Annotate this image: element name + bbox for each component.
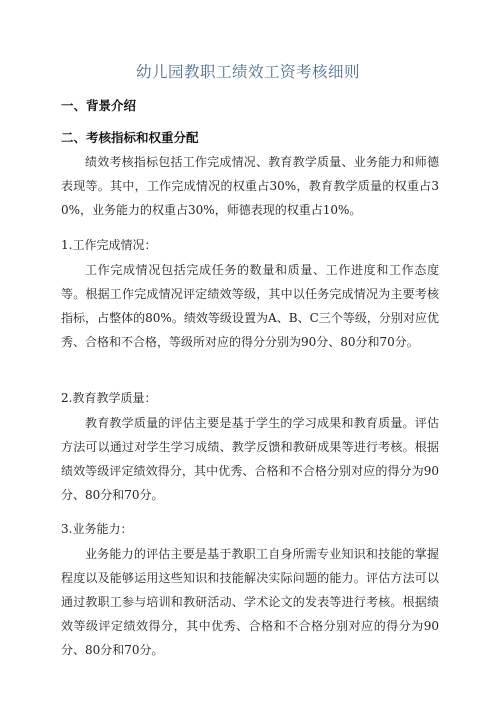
professional-ability-paragraph: 业务能力的评估主要是基于教职工自身所需专业知识和技能的掌握程度以及能够运用这些知识和技能解决实际问题的能力。评估方法可以通过教职工参与培训和教研活动、学术论文的发表等进行考核。根据绩效等级评定绩效得分，其中优秀、合格和不合格分别对应的得分为90分、80分和70分。 [61, 547, 439, 657]
section-heading-background: 一、背景介绍 [61, 98, 137, 113]
subsection-heading-teaching-quality: 2.教育教学质量： [61, 391, 157, 405]
indicators-intro-paragraph: 绩效考核指标包括工作完成情况、教育教学质量、业务能力和师德表现等。其中，工作完成情况的权重占30%，教育教学质量的权重占30%，业务能力的权重占30%，师德表现的权重占10%。 [61, 155, 439, 217]
teaching-quality-paragraph: 教育教学质量的评估主要是基于学生的学习成果和教育质量。评估方法可以通过对学生学习成绩、教学反馈和教研成果等进行考核。根据绩效等级评定绩效得分，其中优秀、合格和不合格分别对应的得分为90分、80分和70分。 [61, 416, 439, 502]
subsection-heading-professional-ability: 3.业务能力： [61, 522, 133, 536]
section-heading-indicators: 二、考核指标和权重分配 [61, 130, 199, 145]
subsection-heading-work-completion: 1.工作完成情况： [61, 238, 157, 252]
work-completion-paragraph: 工作完成情况包括完成任务的数量和质量、工作进度和工作态度等。根据工作完成情况评定绩效等级，其中以任务完成情况为主要考核指标，占整体的80%。绩效等级设置为A、B、C三个等级，分别对应优秀、合格和不合格，等级所对应的得分分别为90分、80分和70分。 [61, 263, 439, 349]
document-title: 幼儿园教职工绩效工资考核细则 [135, 63, 360, 81]
